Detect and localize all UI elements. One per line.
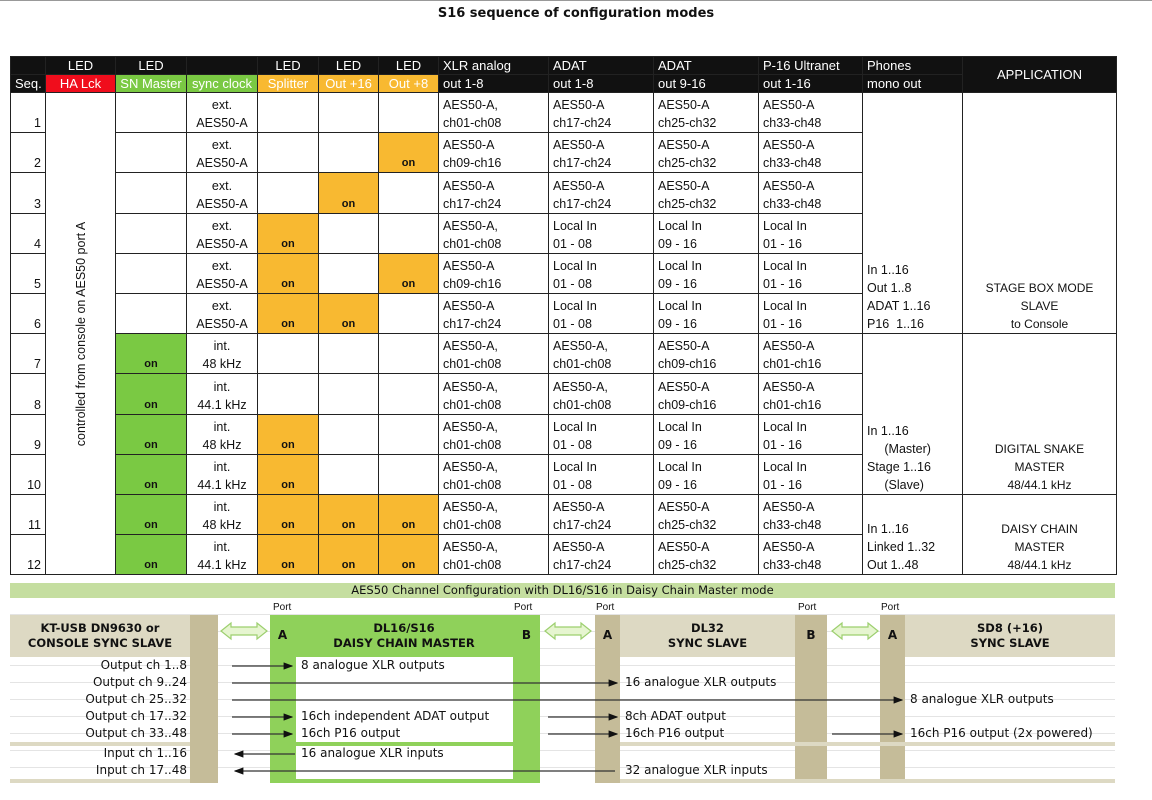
out16-led: on	[319, 173, 379, 213]
page-title: S16 sequence of configuration modes	[437, 6, 715, 21]
bidirectional-arrow-icon	[545, 623, 591, 639]
header-bottom: HA Lck	[46, 75, 116, 93]
adat-9-16-cell: Local In 09 - 16	[654, 293, 759, 333]
out8-led: on	[379, 494, 439, 534]
dl16-header: DL16/S16 DAISY CHAIN MASTER	[295, 615, 513, 657]
p16-cell: Local In 01 - 16	[759, 253, 863, 293]
adat-9-16-cell: Local In 09 - 16	[654, 253, 759, 293]
sn-master-led: on	[116, 454, 187, 494]
header-top: ADAT	[549, 57, 654, 75]
out16-led: on	[319, 535, 379, 575]
xlr-cell: AES50-A, ch01-ch08	[439, 535, 549, 575]
header-bottom: out 1-8	[439, 75, 549, 93]
xlr-cell: AES50-A, ch01-ch08	[439, 334, 549, 374]
sync-clock-cell: int. 44.1 kHz	[187, 535, 258, 575]
splitter-led: on	[258, 535, 319, 575]
dl16-item: 16ch P16 output	[301, 726, 401, 740]
adat-9-16-cell: Local In 09 - 16	[654, 454, 759, 494]
row-label: Input ch 17..48	[95, 763, 187, 777]
seq-cell: 9	[11, 414, 46, 454]
sync-clock-cell: ext. AES50-A	[187, 293, 258, 333]
header-bottom: Splitter	[258, 75, 319, 93]
p16-cell: AES50-A ch33-ch48	[759, 494, 863, 534]
header-top: XLR analog	[439, 57, 549, 75]
seq-cell: 4	[11, 213, 46, 253]
seq-cell: 8	[11, 374, 46, 414]
sn-master-led: on	[116, 535, 187, 575]
adat-1-8-cell: AES50-A ch17-ch24	[549, 173, 654, 213]
adat-1-8-cell: Local In 01 - 08	[549, 253, 654, 293]
xlr-cell: AES50-A ch17-ch24	[439, 173, 549, 213]
adat-1-8-cell: Local In 01 - 08	[549, 454, 654, 494]
sn-master-led: on	[116, 414, 187, 454]
sd8-header: SD8 (+16) SYNC SLAVE	[905, 615, 1115, 657]
adat-9-16-cell: Local In 09 - 16	[654, 414, 759, 454]
sn-master-led: on	[116, 374, 187, 414]
console-header: KT-USB DN9630 or CONSOLE SYNC SLAVE	[10, 615, 190, 657]
splitter-led: on	[258, 213, 319, 253]
sync-clock-cell: int. 44.1 kHz	[187, 374, 258, 414]
port-label: Port	[881, 602, 900, 613]
port-label: Port	[514, 602, 533, 613]
splitter-led: on	[258, 414, 319, 454]
adat-1-8-cell: AES50-A, ch01-ch08	[549, 334, 654, 374]
out8-led: on	[379, 133, 439, 173]
sync-clock-cell: ext. AES50-A	[187, 173, 258, 213]
splitter-led: on	[258, 454, 319, 494]
adat-9-16-cell: Local In 09 - 16	[654, 213, 759, 253]
out16-led: on	[319, 293, 379, 333]
sync-clock-cell: int. 44.1 kHz	[187, 454, 258, 494]
adat-9-16-cell: AES50-A ch09-ch16	[654, 334, 759, 374]
dl16-port-a: A	[277, 628, 288, 642]
dl32-port-a: A	[595, 615, 620, 783]
out8-led: on	[379, 253, 439, 293]
row-label: Input ch 1..16	[103, 746, 187, 760]
sd8-item: 16ch P16 output (2x powered)	[910, 726, 1093, 740]
out16-led: on	[319, 494, 379, 534]
seq-cell: 2	[11, 133, 46, 173]
adat-1-8-cell: AES50-A ch17-ch24	[549, 93, 654, 133]
xlr-cell: AES50-A ch17-ch24	[439, 293, 549, 333]
seq-cell: 5	[11, 253, 46, 293]
header-bottom: out 1-16	[759, 75, 863, 93]
dl16-item: 16 analogue XLR inputs	[301, 746, 444, 760]
row-label: Output ch 1..8	[100, 658, 187, 672]
seq-cell: 3	[11, 173, 46, 213]
port-label: Port	[798, 602, 817, 613]
dl32-item: 8ch ADAT output	[625, 709, 726, 723]
header-top: ADAT	[654, 57, 759, 75]
dl32-port-b: B	[795, 615, 827, 783]
splitter-led: on	[258, 253, 319, 293]
xlr-cell: AES50-A, ch01-ch08	[439, 213, 549, 253]
out8-led: on	[379, 535, 439, 575]
header-bottom: Out +8	[379, 75, 439, 93]
sd8-item: 8 analogue XLR outputs	[910, 692, 1054, 706]
p16-cell: Local In 01 - 16	[759, 213, 863, 253]
adat-1-8-cell: AES50-A ch17-ch24	[549, 133, 654, 173]
diagram-title: AES50 Channel Configuration with DL16/S16 in Daisy Chain Master mode	[10, 583, 1115, 598]
bidirectional-arrow-icon	[221, 623, 267, 639]
dl32-item: 16 analogue XLR outputs	[625, 675, 777, 689]
sn-master-led: on	[116, 334, 187, 374]
adat-1-8-cell: AES50-A, ch01-ch08	[549, 374, 654, 414]
adat-9-16-cell: AES50-A ch25-ch32	[654, 133, 759, 173]
header-bottom: mono out	[863, 75, 963, 93]
xlr-cell: AES50-A, ch01-ch08	[439, 374, 549, 414]
splitter-led: on	[258, 494, 319, 534]
phones-cell: In 1..16 Out 1..8 ADAT 1..16 P16 1..16	[863, 93, 963, 334]
p16-cell: Local In 01 - 16	[759, 293, 863, 333]
dl32-header: DL32 SYNC SLAVE	[620, 615, 795, 657]
row-label: Output ch 33..48	[85, 726, 187, 740]
phones-cell: In 1..16 Linked 1..32 Out 1..48	[863, 494, 963, 574]
p16-cell: AES50-A ch33-ch48	[759, 173, 863, 213]
sd8-port-a: A	[880, 615, 905, 783]
seq-cell: 12	[11, 535, 46, 575]
dl32-item: 32 analogue XLR inputs	[625, 763, 768, 777]
header-bottom: sync clock	[187, 75, 258, 93]
header-top: LED	[258, 57, 319, 75]
adat-9-16-cell: AES50-A ch25-ch32	[654, 494, 759, 534]
header-bottom: out 9-16	[654, 75, 759, 93]
header-top: LED	[319, 57, 379, 75]
adat-1-8-cell: AES50-A ch17-ch24	[549, 494, 654, 534]
sync-clock-cell: int. 48 kHz	[187, 334, 258, 374]
header-top: LED	[379, 57, 439, 75]
p16-cell: AES50-A ch33-ch48	[759, 535, 863, 575]
dl16-port-b: B	[521, 628, 532, 642]
row-label: Output ch 9..24	[92, 675, 187, 689]
header-bottom: SN Master	[116, 75, 187, 93]
xlr-cell: AES50-A, ch01-ch08	[439, 454, 549, 494]
port-label: Port	[273, 602, 292, 613]
sync-clock-cell: ext. AES50-A	[187, 213, 258, 253]
application-cell: DAISY CHAIN MASTER 48/44.1 kHz	[963, 494, 1117, 574]
ha-lck-text: controlled from console on AES50 port A	[73, 221, 88, 446]
adat-1-8-cell: Local In 01 - 08	[549, 213, 654, 253]
sn-master-led: on	[116, 494, 187, 534]
seq-cell: 6	[11, 293, 46, 333]
dl32-item: 16ch P16 output	[625, 726, 725, 740]
splitter-led: on	[258, 293, 319, 333]
seq-cell: 7	[11, 334, 46, 374]
header-top: LED	[46, 57, 116, 75]
application-cell: DIGITAL SNAKE MASTER 48/44.1 kHz	[963, 334, 1117, 495]
dl16-item: 16ch independent ADAT output	[301, 709, 490, 723]
p16-cell: Local In 01 - 16	[759, 414, 863, 454]
xlr-cell: AES50-A, ch01-ch08	[439, 93, 549, 133]
port-label: Port	[596, 602, 615, 613]
xlr-cell: AES50-A ch09-ch16	[439, 133, 549, 173]
row-label: Output ch 25..32	[85, 692, 187, 706]
header-top: P-16 Ultranet	[759, 57, 863, 75]
adat-9-16-cell: AES50-A ch09-ch16	[654, 374, 759, 414]
application-cell: STAGE BOX MODE SLAVE to Console	[963, 93, 1117, 334]
sync-clock-cell: ext. AES50-A	[187, 253, 258, 293]
adat-1-8-cell: Local In 01 - 08	[549, 293, 654, 333]
adat-9-16-cell: AES50-A ch25-ch32	[654, 173, 759, 213]
adat-1-8-cell: AES50-A ch17-ch24	[549, 535, 654, 575]
sync-clock-cell: int. 48 kHz	[187, 414, 258, 454]
sync-clock-cell: int. 48 kHz	[187, 494, 258, 534]
seq-cell: 11	[11, 494, 46, 534]
p16-cell: AES50-A ch33-ch48	[759, 93, 863, 133]
row-label: Output ch 17..32	[85, 709, 187, 723]
header-application: APPLICATION	[963, 57, 1117, 93]
adat-1-8-cell: Local In 01 - 08	[549, 414, 654, 454]
dl16-item: 8 analogue XLR outputs	[301, 658, 445, 672]
sync-clock-cell: ext. AES50-A	[187, 93, 258, 133]
sync-clock-cell: ext. AES50-A	[187, 133, 258, 173]
p16-cell: AES50-A ch01-ch16	[759, 374, 863, 414]
header-bottom: Out +16	[319, 75, 379, 93]
xlr-cell: AES50-A, ch01-ch08	[439, 414, 549, 454]
bidirectional-arrow-icon	[832, 623, 878, 639]
header-top: LED	[116, 57, 187, 75]
p16-cell: AES50-A ch33-ch48	[759, 133, 863, 173]
seq-cell: 1	[11, 93, 46, 133]
xlr-cell: AES50-A ch09-ch16	[439, 253, 549, 293]
xlr-cell: AES50-A, ch01-ch08	[439, 494, 549, 534]
header-bottom: out 1-8	[549, 75, 654, 93]
seq-cell: 10	[11, 454, 46, 494]
p16-cell: AES50-A ch01-ch16	[759, 334, 863, 374]
phones-cell: In 1..16 (Master) Stage 1..16 (Slave)	[863, 334, 963, 495]
adat-9-16-cell: AES50-A ch25-ch32	[654, 535, 759, 575]
header-top: Phones	[863, 57, 963, 75]
adat-9-16-cell: AES50-A ch25-ch32	[654, 93, 759, 133]
p16-cell: Local In 01 - 16	[759, 454, 863, 494]
header-bottom: Seq.	[11, 75, 46, 93]
